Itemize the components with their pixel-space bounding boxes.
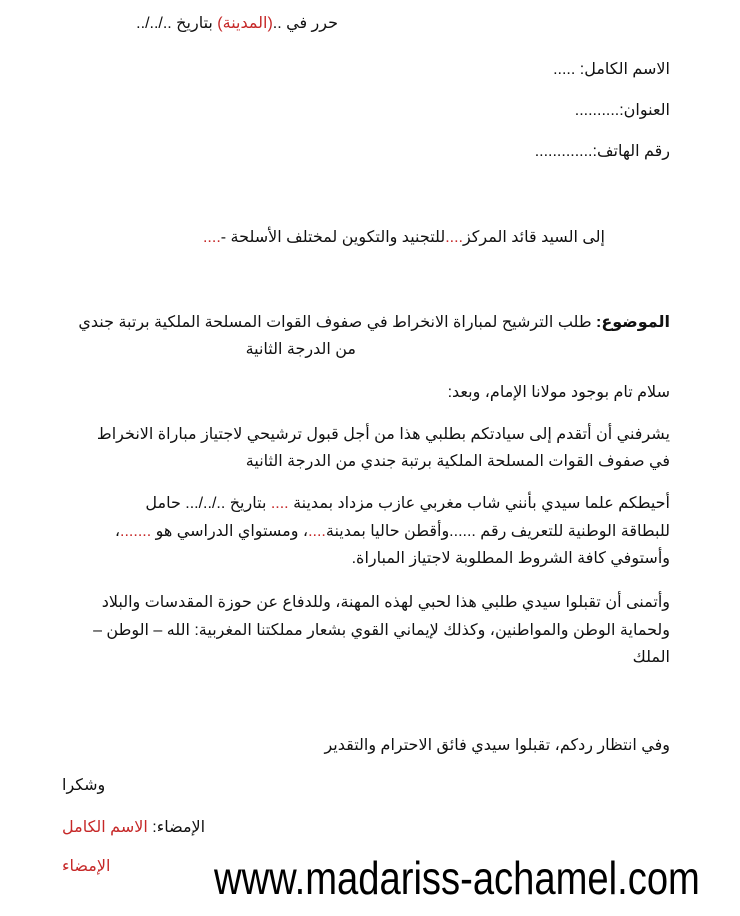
place-date-line [136, 14, 338, 34]
paragraph2-line2 [60, 522, 670, 542]
sender-name: الاسم الكامل: ..... [553, 61, 670, 78]
paragraph2-line1-b: بتاريخ ../../... حامل [145, 495, 271, 512]
paragraph2-line2-c: ، [114, 523, 121, 540]
sender-phone: رقم الهاتف:............. [534, 143, 670, 160]
recipient-dots1: .... [445, 229, 463, 246]
signature-line [62, 818, 205, 838]
closing-line: وفي انتظار ردكم، تقبلوا سيدي فائق الاحترام والتقدير [324, 737, 670, 754]
sender-address: العنوان:.......... [574, 102, 670, 119]
paragraph2-line2-a: للبطاقة الوطنية للتعريف رقم ......وأقطن حاليا بمدينة [325, 523, 670, 540]
paragraph2-city-dots: .... [270, 495, 289, 512]
paragraph2-line3: وأستوفي كافة الشروط المطلوبة لاجتياز المباراة. [351, 550, 670, 567]
paragraph2-level-dots: ....... [120, 523, 152, 540]
paragraph3-line3: الملك [632, 649, 670, 666]
paragraph2-line1 [60, 494, 670, 514]
subject-line1 [78, 313, 670, 333]
subject-label: الموضوع: [596, 314, 670, 331]
subject-text: طلب الترشيح لمباراة الانخراط في صفوف القوات المسلحة الملكية برتبة جندي [78, 314, 596, 331]
greeting: سلام تام بوجود مولانا الإمام، وبعد: [447, 384, 670, 401]
recipient-line [203, 228, 605, 248]
place-date-suffix: بتاريخ ../../.. [136, 15, 218, 32]
paragraph1-line1: يشرفني أن أتقدم إلى سيادتكم بطلبي هذا من أجل قبول ترشيحي لاجتياز مباراة الانخراط [96, 426, 670, 443]
signature-sign: الإمضاء [62, 858, 111, 875]
subject-line2: من الدرجة الثانية [245, 341, 356, 358]
recipient-dots2: .... [202, 229, 221, 246]
place-date-prefix: حرر في .. [272, 15, 338, 32]
paragraph3-line1: وأتمنى أن تقبلوا سيدي طلبي هذا لحبي لهذه المهنة، وللدفاع عن حوزة المقدسات والبلاد [101, 594, 670, 611]
signature-name: الاسم الكامل [62, 819, 148, 836]
paragraph1-line2: في صفوف القوات المسلحة الملكية برتبة جندي من الدرجة الثانية [245, 453, 670, 470]
recipient-part1: إلى السيد قائد المركز [462, 229, 605, 246]
watermark-url: www.madariss-achamel.com [214, 852, 700, 904]
paragraph3-line2: ولحماية الوطن والمواطنين، وكذلك لإيماني القوي بشعار مملكتنا المغربية: الله – الوطن – [93, 622, 670, 639]
recipient-part2: للتجنيد والتكوين لمختلف الأسلحة - [220, 229, 446, 246]
city-placeholder: (المدينة) [217, 15, 273, 32]
thanks: وشكرا [62, 777, 106, 794]
paragraph2-residence-dots: .... [308, 523, 326, 540]
signature-label: الإمضاء: [147, 819, 206, 836]
paragraph2-line2-b: ، ومستواي الدراسي هو [151, 523, 309, 540]
paragraph2-line1-a: أحيطكم علما سيدي بأنني شاب مغربي عازب مزداد بمدينة [288, 495, 670, 512]
